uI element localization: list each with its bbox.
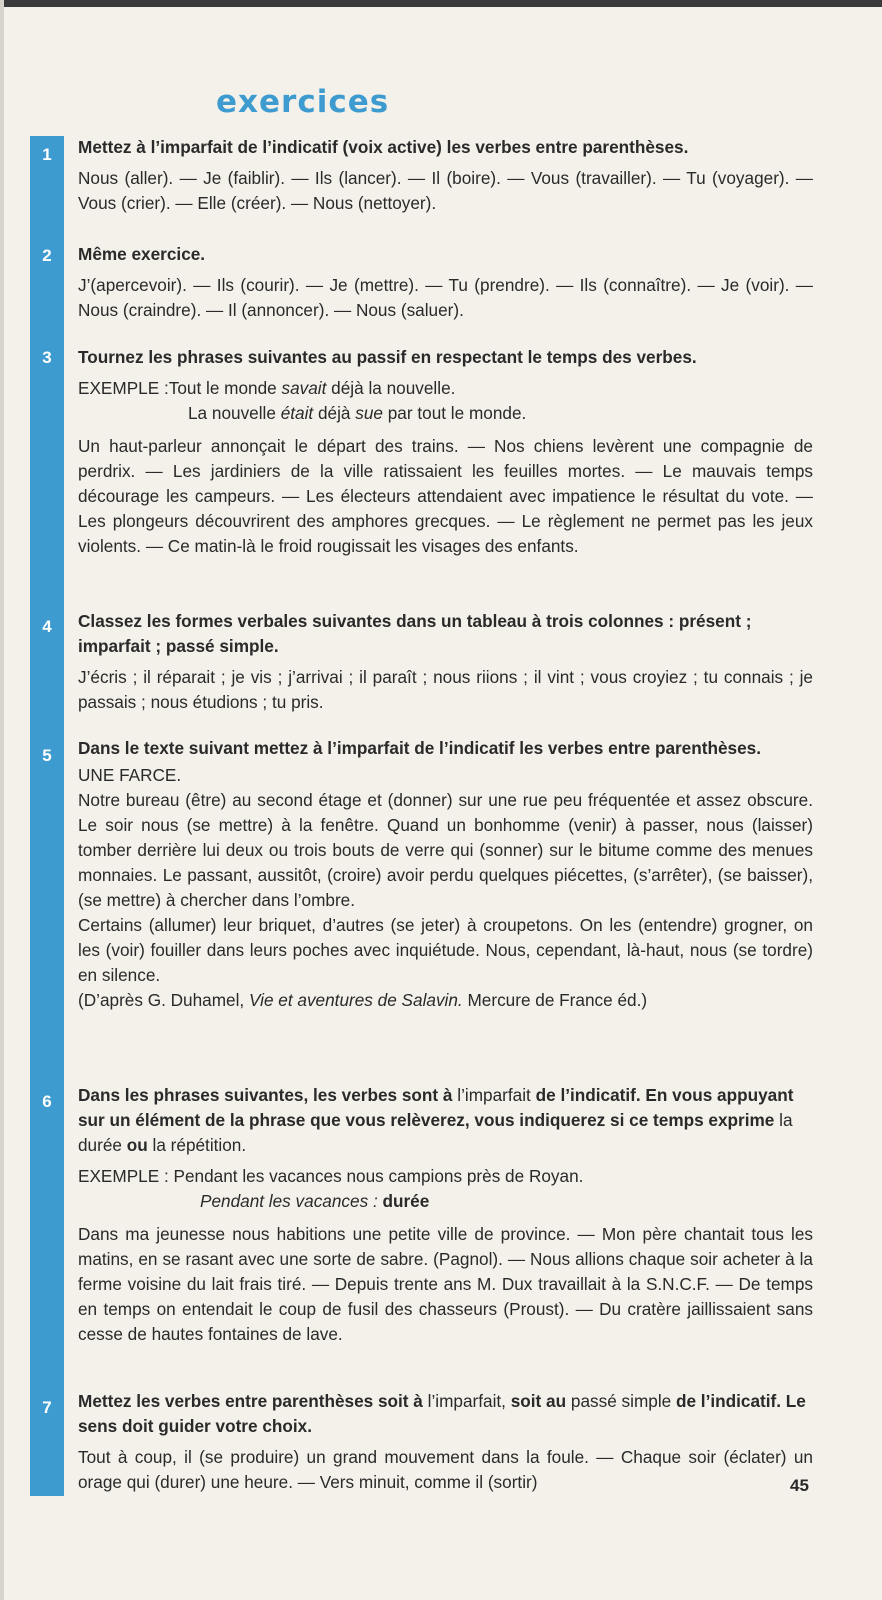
instruction-text: la répétition.: [147, 1135, 247, 1155]
example-label: EXEMPLE :: [78, 378, 169, 398]
exercise-3-instruction: Tournez les phrases suivantes au passif en respectant le temps des verbes.: [78, 347, 697, 367]
instruction-text: soit au: [510, 1391, 571, 1411]
exercise-5-instruction: Dans le texte suivant mettez à l’imparfait de l’indicatif les verbes entre parenthèses.: [78, 738, 761, 758]
example-verb: était: [280, 403, 314, 423]
source-text: (D’après G. Duhamel,: [78, 990, 249, 1010]
exercise-number-5: 5: [42, 746, 52, 765]
example-text: déjà: [313, 403, 356, 423]
example-text: par tout le monde.: [382, 403, 527, 423]
exercise-number-7: 7: [42, 1398, 52, 1417]
exercise-5-paragraph-1: Notre bureau (être) au second étage et (donner) sur une rue peu fréquentée et assez obscure. Le soir nous (se mettre) à la fenêtre. Quand un bonhomme (venir) à passer, nous (laisser) tomber derrière lui deux ou trois bouts de verre qui (sonner) sur le bitume comme des menues monnaies. Le passant, aussitôt, (croire) avoir perdu quelques piécettes, (s’arrêter), (se baisser), (se mettre) à chercher dans l’ombre.: [78, 790, 813, 910]
exercise-sidebar-bar: [30, 136, 64, 1496]
instruction-text: imparfait: [464, 1085, 536, 1105]
instruction-text: Mettez les verbes entre parenthèses soit à: [78, 1391, 428, 1411]
instruction-text: de l’indicatif. En vous appuyant sur un élément de la phrase que vous relèverez, vous indiquerez si ce temps exprime: [78, 1085, 794, 1130]
exercise-6-text: Dans ma jeunesse nous habitions une petite ville de province. — Mon père chantait tous les matins, en se rasant avec une sorte de sabre. (Pagnol). — Nous allions chaque soir acheter à la ferme voisine du lait frais tiré. — Depuis trente ans M. Dux travaillait à la S.N.C.F. — De temps en temps on entendait le coup de fusil des chasseurs (Proust). — Du cratère jaillissaient sans cesse de hautes fontaines de lave.: [78, 1224, 813, 1344]
exercise-3-example-line-2: [78, 401, 813, 426]
exercise-7-text: Tout à coup, il (se produire) un grand mouvement dans la foule. — Chaque soir (éclater) un orage qui (durer) une heure. — Vers minuit, comme il (sortir): [78, 1447, 813, 1492]
exercise-6-example-line-2: [78, 1189, 813, 1214]
exercise-4-instruction: Classez les formes verbales suivantes dans un tableau à trois colonnes : présent ; imparfait ; passé simple.: [78, 611, 752, 656]
example-text: La nouvelle: [188, 403, 281, 423]
exercise-4: [78, 609, 813, 715]
example-text: Tout le monde: [168, 378, 282, 398]
instruction-text: de l’indicatif. Le sens doit guider votre choix.: [78, 1391, 806, 1436]
instruction-text: l’: [457, 1085, 465, 1105]
instruction-text: Dans les phrases suivantes, les verbes sont à: [78, 1085, 458, 1105]
instruction-text: la durée: [78, 1110, 793, 1155]
exercise-5: [78, 736, 813, 1013]
exercise-2: [78, 242, 813, 323]
exercise-1: [78, 135, 813, 216]
source-title: Vie et aventures de Salavin.: [248, 990, 463, 1010]
instruction-text: l’imparfait,: [427, 1391, 511, 1411]
exercise-1-text: Nous (aller). — Je (faiblir). — Ils (lancer). — Il (boire). — Vous (travailler). — Tu (voyager). — Vous (crier). — Elle (créer). — Nous (nettoyer).: [78, 168, 813, 213]
page-title: exercices: [216, 84, 390, 120]
top-edge-shadow: [0, 0, 882, 7]
exercise-5-heading: UNE FARCE.: [78, 765, 182, 785]
exercise-5-paragraph-2: Certains (allumer) leur briquet, d’autres (se jeter) à croupetons. On les (entendre) grogner, on les (voir) fouiller dans leurs poches avec inquiétude. Nous, cependant, là-haut, nous (se tordre) en silence.: [78, 915, 813, 985]
example-verb: sue: [355, 403, 383, 423]
exercise-2-instruction: Même exercice.: [78, 244, 206, 264]
exercise-6-example-line-1: [78, 1164, 813, 1189]
page-number: 45: [790, 1476, 809, 1495]
exercise-number-3: 3: [42, 348, 52, 367]
exercise-4-text: J’écris ; il réparait ; je vis ; j’arrivai ; il paraît ; nous riions ; il vint ; vous croyiez ; tu connais ; je passais ; nous étudions ; tu pris.: [78, 667, 813, 712]
exercise-7-instruction: [78, 1389, 813, 1439]
exercise-5-source: [78, 988, 813, 1013]
exercise-2-text: J’(apercevoir). — Ils (courir). — Je (mettre). — Tu (prendre). — Ils (connaître). — Je (voir). — Nous (craindre). — Il (annoncer). — Nous (saluer).: [78, 275, 813, 320]
example-text: Pendant les vacances :: [200, 1191, 383, 1211]
example-text: Pendant les vacances nous campions près de Royan.: [173, 1166, 584, 1186]
exercise-7: [78, 1389, 813, 1495]
page-left-edge: [0, 0, 4, 1600]
exercise-number-1: 1: [42, 145, 52, 164]
instruction-text: ou: [126, 1135, 148, 1155]
example-answer: durée: [382, 1191, 430, 1211]
instruction-text: passé simple: [570, 1391, 672, 1411]
exercise-number-6: 6: [42, 1092, 52, 1111]
exercise-number-4: 4: [42, 617, 52, 636]
exercise-6: [78, 1083, 813, 1347]
example-text: déjà la nouvelle.: [326, 378, 456, 398]
example-verb: savait: [281, 378, 327, 398]
source-text: Mercure de France éd.): [462, 990, 648, 1010]
exercise-3-text: Un haut-parleur annonçait le départ des trains. — Nos chiens levèrent une compagnie de perdrix. — Les jardiniers de la ville ratissaient les feuilles mortes. — Le mauvais temps décourage les campeurs. — Les électeurs attendaient avec impatience le résultat du vote. — Les plongeurs découvrirent des amphores grecques. — Le règlement ne permet pas les jeux violents. — Ce matin-là le froid rougissait les visages des enfants.: [78, 436, 813, 556]
exercise-3: [78, 345, 813, 559]
exercise-6-instruction: [78, 1083, 813, 1158]
example-label: EXEMPLE :: [78, 1166, 169, 1186]
exercise-1-instruction: Mettez à l’imparfait de l’indicatif (voix active) les verbes entre parenthèses.: [78, 137, 689, 157]
exercise-3-example-line-1: [78, 376, 813, 401]
exercise-number-2: 2: [42, 246, 52, 265]
